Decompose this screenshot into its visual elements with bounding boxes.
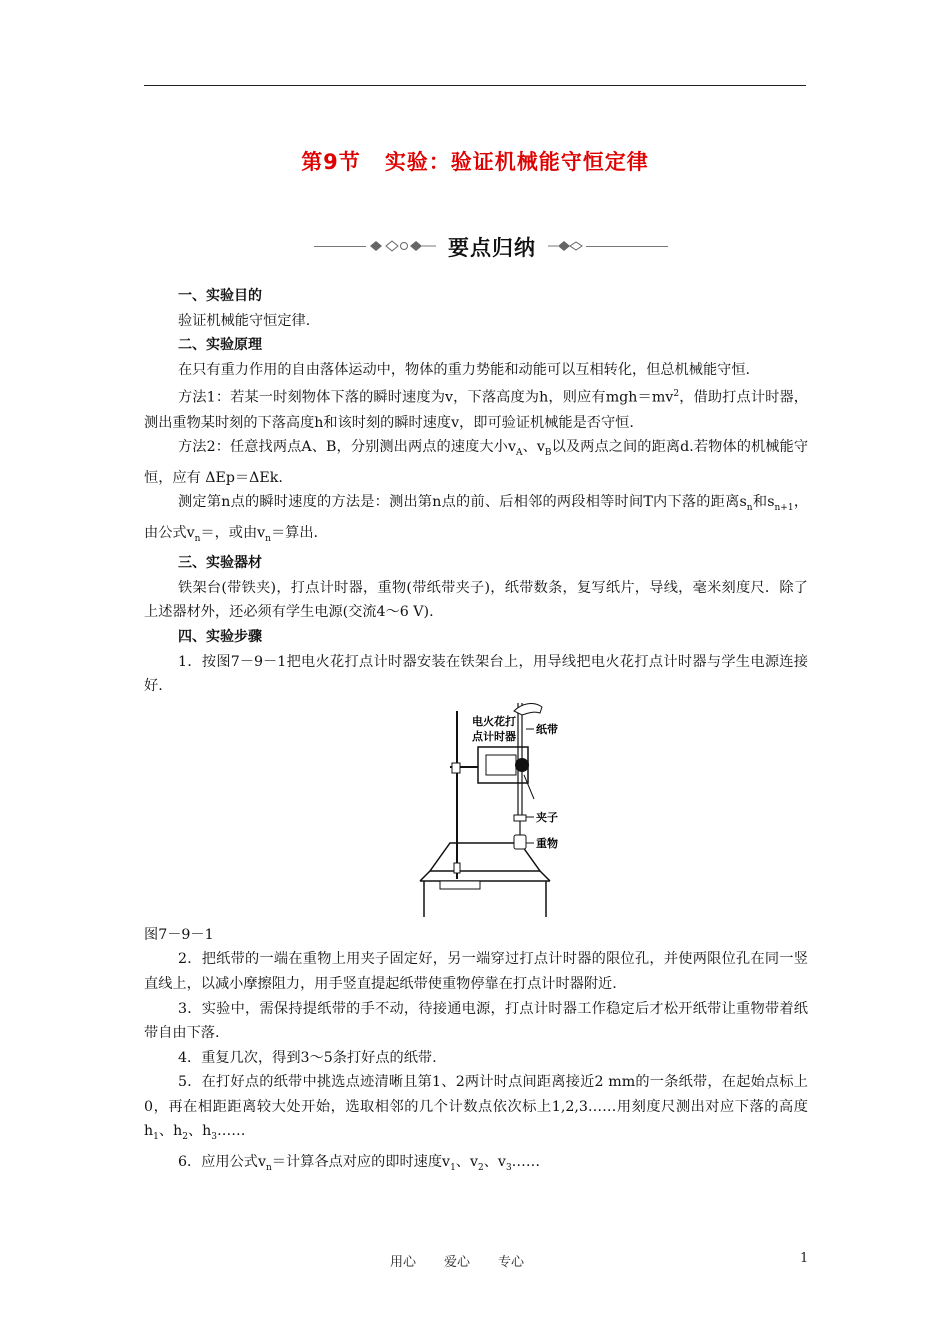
heading-principle: 二、实验原理 — [178, 337, 262, 354]
ornament-line-right — [586, 246, 668, 247]
step-5: 5．在打好点的纸带中挑选点迹清晰且第1、2两计时点间距离接近2 mm的一条纸带，在起始点标上0，再在相距距离较大处开始，选取相邻的几个计数点依次标上1,2,3……用刻度尺测出对应下落的高度$h_1$、$h_2$、$h_3\dots\dots$ — [144, 1074, 808, 1143]
ornament-diamond-right-icon — [548, 238, 588, 254]
step-1: 1．按图7－9－1把电火花打点计时器安装在铁架台上，用导线把电火花打点计时器与学生电源连接好. — [144, 653, 808, 695]
heading-purpose: 一、实验目的 — [178, 288, 262, 304]
label-clip: 夹子 — [536, 810, 558, 824]
heading-equipment: 三、实验器材 — [178, 555, 262, 572]
footer-word-1: 用心 — [390, 1255, 417, 1270]
footer-word-2: 爱心 — [444, 1255, 471, 1270]
title-section-number: 第9节 — [301, 150, 361, 174]
figure-apparatus — [144, 703, 808, 923]
step-6: 6．应用公式$v_n=$计算各点对应的即时速度$v_1$、$v_2$、$v_3\dots\dots$ — [178, 1153, 541, 1173]
paragraph-purpose: 验证机械能守恒定律. — [178, 312, 311, 329]
heading-steps: 四、实验步骤 — [178, 628, 262, 645]
paragraph-method-2: 方法2：任意找两点A、B，分别测出两点的速度大小$v_A$、$v_B$以及两点之间的距离d.若物体的机械能守恒，应有 ΔEp＝ΔEk. — [144, 439, 809, 486]
ornament-diamonds-icon — [366, 238, 436, 254]
paragraph-velocity-method: 测定第n点的瞬时速度的方法是：测出第n点的前、后相邻的两段相等时间T内下落的距离$s_n$和$s_{n+1}$，由公式$v_n=$，或由$v_n=$算出. — [144, 494, 809, 544]
label-weight: 重物 — [536, 836, 558, 850]
figure-caption: 图7－9－1 — [144, 926, 214, 943]
section-heading — [314, 230, 668, 262]
apparatus-diagram — [410, 703, 580, 923]
label-tape: 纸带 — [536, 722, 558, 736]
paragraph-principle: 在只有重力作用的自由落体运动中，物体的重力势能和动能可以互相转化，但总机械能守恒. — [178, 361, 751, 378]
page-title — [0, 146, 950, 176]
section-label: 要点归纳 — [448, 236, 536, 260]
step-3: 3．实验中，需保持提纸带的手不动，待接通电源，打点计时器工作稳定后才松开纸带让重物带着纸带自由下落. — [144, 1000, 808, 1042]
page-number: 1 — [800, 1251, 809, 1266]
paragraph-equipment: 铁架台(带铁夹)，打点计时器，重物(带纸带夹子)，纸带数条，复写纸片，导线，毫米刻度尺．除了上述器材外，还必须有学生电源(交流4～6 V). — [144, 579, 808, 621]
label-timer-line2: 点计时器 — [472, 729, 516, 743]
main-content — [144, 284, 808, 1180]
paragraph-method-1: 方法1：若某一时刻物体下落的瞬时速度为v，下落高度为h，则应有$mgh=mv^2$，借助打点计时器，测出重物某时刻的下落高度h和该时刻的瞬时速度v，即可验证机械能是否守恒. — [144, 389, 808, 431]
footer-word-3: 专心 — [498, 1255, 525, 1270]
footer-motto — [390, 1251, 552, 1270]
header-rule — [144, 85, 806, 86]
step-2: 2．把纸带的一端在重物上用夹子固定好，另一端穿过打点计时器的限位孔，并使两限位孔在同一竖直线上，以减小摩擦阻力，用手竖直提起纸带使重物停靠在打点计时器附近. — [144, 951, 808, 992]
title-text: 实验：验证机械能守恒定律 — [384, 150, 649, 174]
step-4: 4．重复几次，得到3～5条打好点的纸带. — [178, 1049, 437, 1066]
label-timer-line1: 电火花打 — [472, 714, 516, 728]
ornament-line-left — [314, 246, 366, 247]
